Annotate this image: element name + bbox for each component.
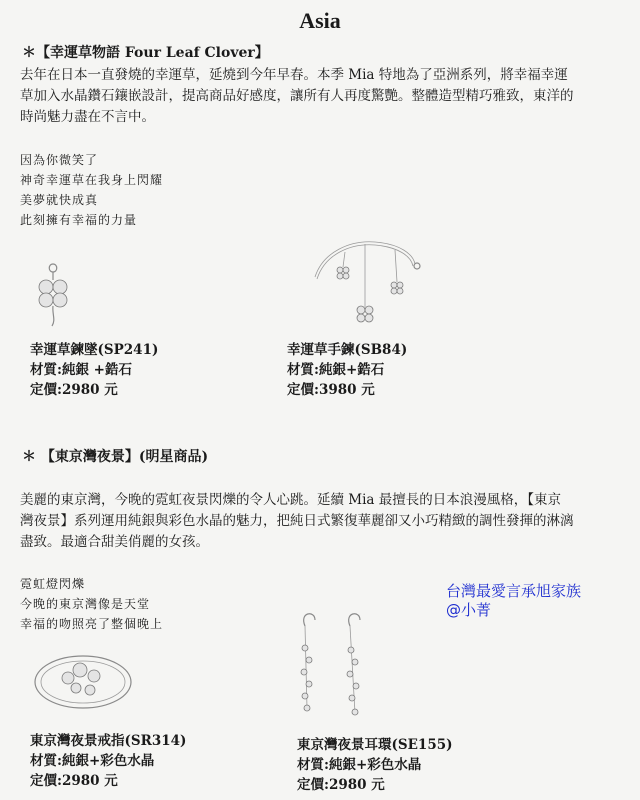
- watermark-line: @小菁: [446, 601, 492, 619]
- product-material: 材質:純銀+鋯石: [287, 362, 385, 378]
- clover-bracelet-icon: [305, 232, 425, 332]
- page-title: Asia: [299, 8, 341, 33]
- section-heading-clover: ＊【幸運草物語 Four Leaf Clover】: [22, 45, 269, 61]
- product-price: 定價:2980 元: [297, 777, 385, 793]
- watermark-line: 台灣最愛言承旭家族: [446, 582, 582, 600]
- product-name: 幸運草鍊墜(SP241): [30, 342, 159, 358]
- poem-clover: [20, 150, 163, 230]
- product-clover-pendant: [30, 340, 158, 400]
- product-name: 東京灣夜景耳環(SE155): [297, 737, 453, 753]
- clover-pendant-icon: [28, 262, 78, 332]
- crystal-ring-icon: [28, 640, 138, 715]
- poem-line: 幸福的吻照亮了整個晚上: [20, 617, 164, 631]
- product-material: 材質:純銀 +鋯石: [30, 362, 132, 378]
- poem-line: 此刻擁有幸福的力量: [20, 213, 138, 227]
- poem-line: 美夢就快成真: [20, 193, 99, 207]
- watermark-text: [446, 582, 581, 620]
- description-line: 時尚魅力盡在不言中。: [20, 109, 155, 125]
- poem-line: 霓虹燈閃爍: [20, 577, 86, 591]
- description-line: 灣夜景】系列運用純銀與彩色水晶的魅力，把純日式繁復華麗卻又小巧精緻的調性發揮的淋漓: [20, 513, 574, 529]
- description-line: 盡致。最適合甜美俏麗的女孩。: [20, 534, 209, 550]
- section-description-tokyo-bay: [20, 490, 625, 553]
- product-price: 定價:2980 元: [30, 773, 118, 789]
- product-material: 材質:純銀+彩色水晶: [30, 753, 155, 769]
- poem-line: 今晚的東京灣像是天堂: [20, 597, 151, 611]
- product-price: 定價:3980 元: [287, 382, 375, 398]
- product-material: 材質:純銀+彩色水晶: [297, 757, 422, 773]
- product-name: 東京灣夜景戒指(SR314): [30, 733, 187, 749]
- description-line: 草加入水晶鑽石鑲嵌設計，提高商品好感度，讓所有人再度驚艷。整體造型精巧雅致，東洋的: [20, 88, 574, 104]
- section-description-clover: [20, 65, 625, 128]
- poem-line: 神奇幸運草在我身上閃耀: [20, 173, 164, 187]
- section-heading-tokyo-bay: ＊ 【東京灣夜景】(明星商品): [22, 449, 209, 465]
- description-line: 美麗的東京灣，今晚的霓虹夜景閃爍的令人心跳。延續 Mia 最擅長的日本浪漫風格，【東京: [20, 492, 562, 508]
- product-name: 幸運草手鍊(SB84): [287, 342, 408, 358]
- product-tokyo-ring: [30, 731, 186, 791]
- drop-earrings-icon: [285, 608, 375, 723]
- poem-line: 因為你微笑了: [20, 153, 99, 167]
- product-price: 定價:2980 元: [30, 382, 118, 398]
- product-clover-bracelet: [287, 340, 407, 400]
- description-line: 去年在日本一直發燒的幸運草，延燒到今年早春。本季 Mia 特地為了亞洲系列，將幸福幸運: [20, 67, 568, 83]
- poem-tokyo-bay: [20, 574, 163, 634]
- product-tokyo-earrings: [297, 735, 453, 795]
